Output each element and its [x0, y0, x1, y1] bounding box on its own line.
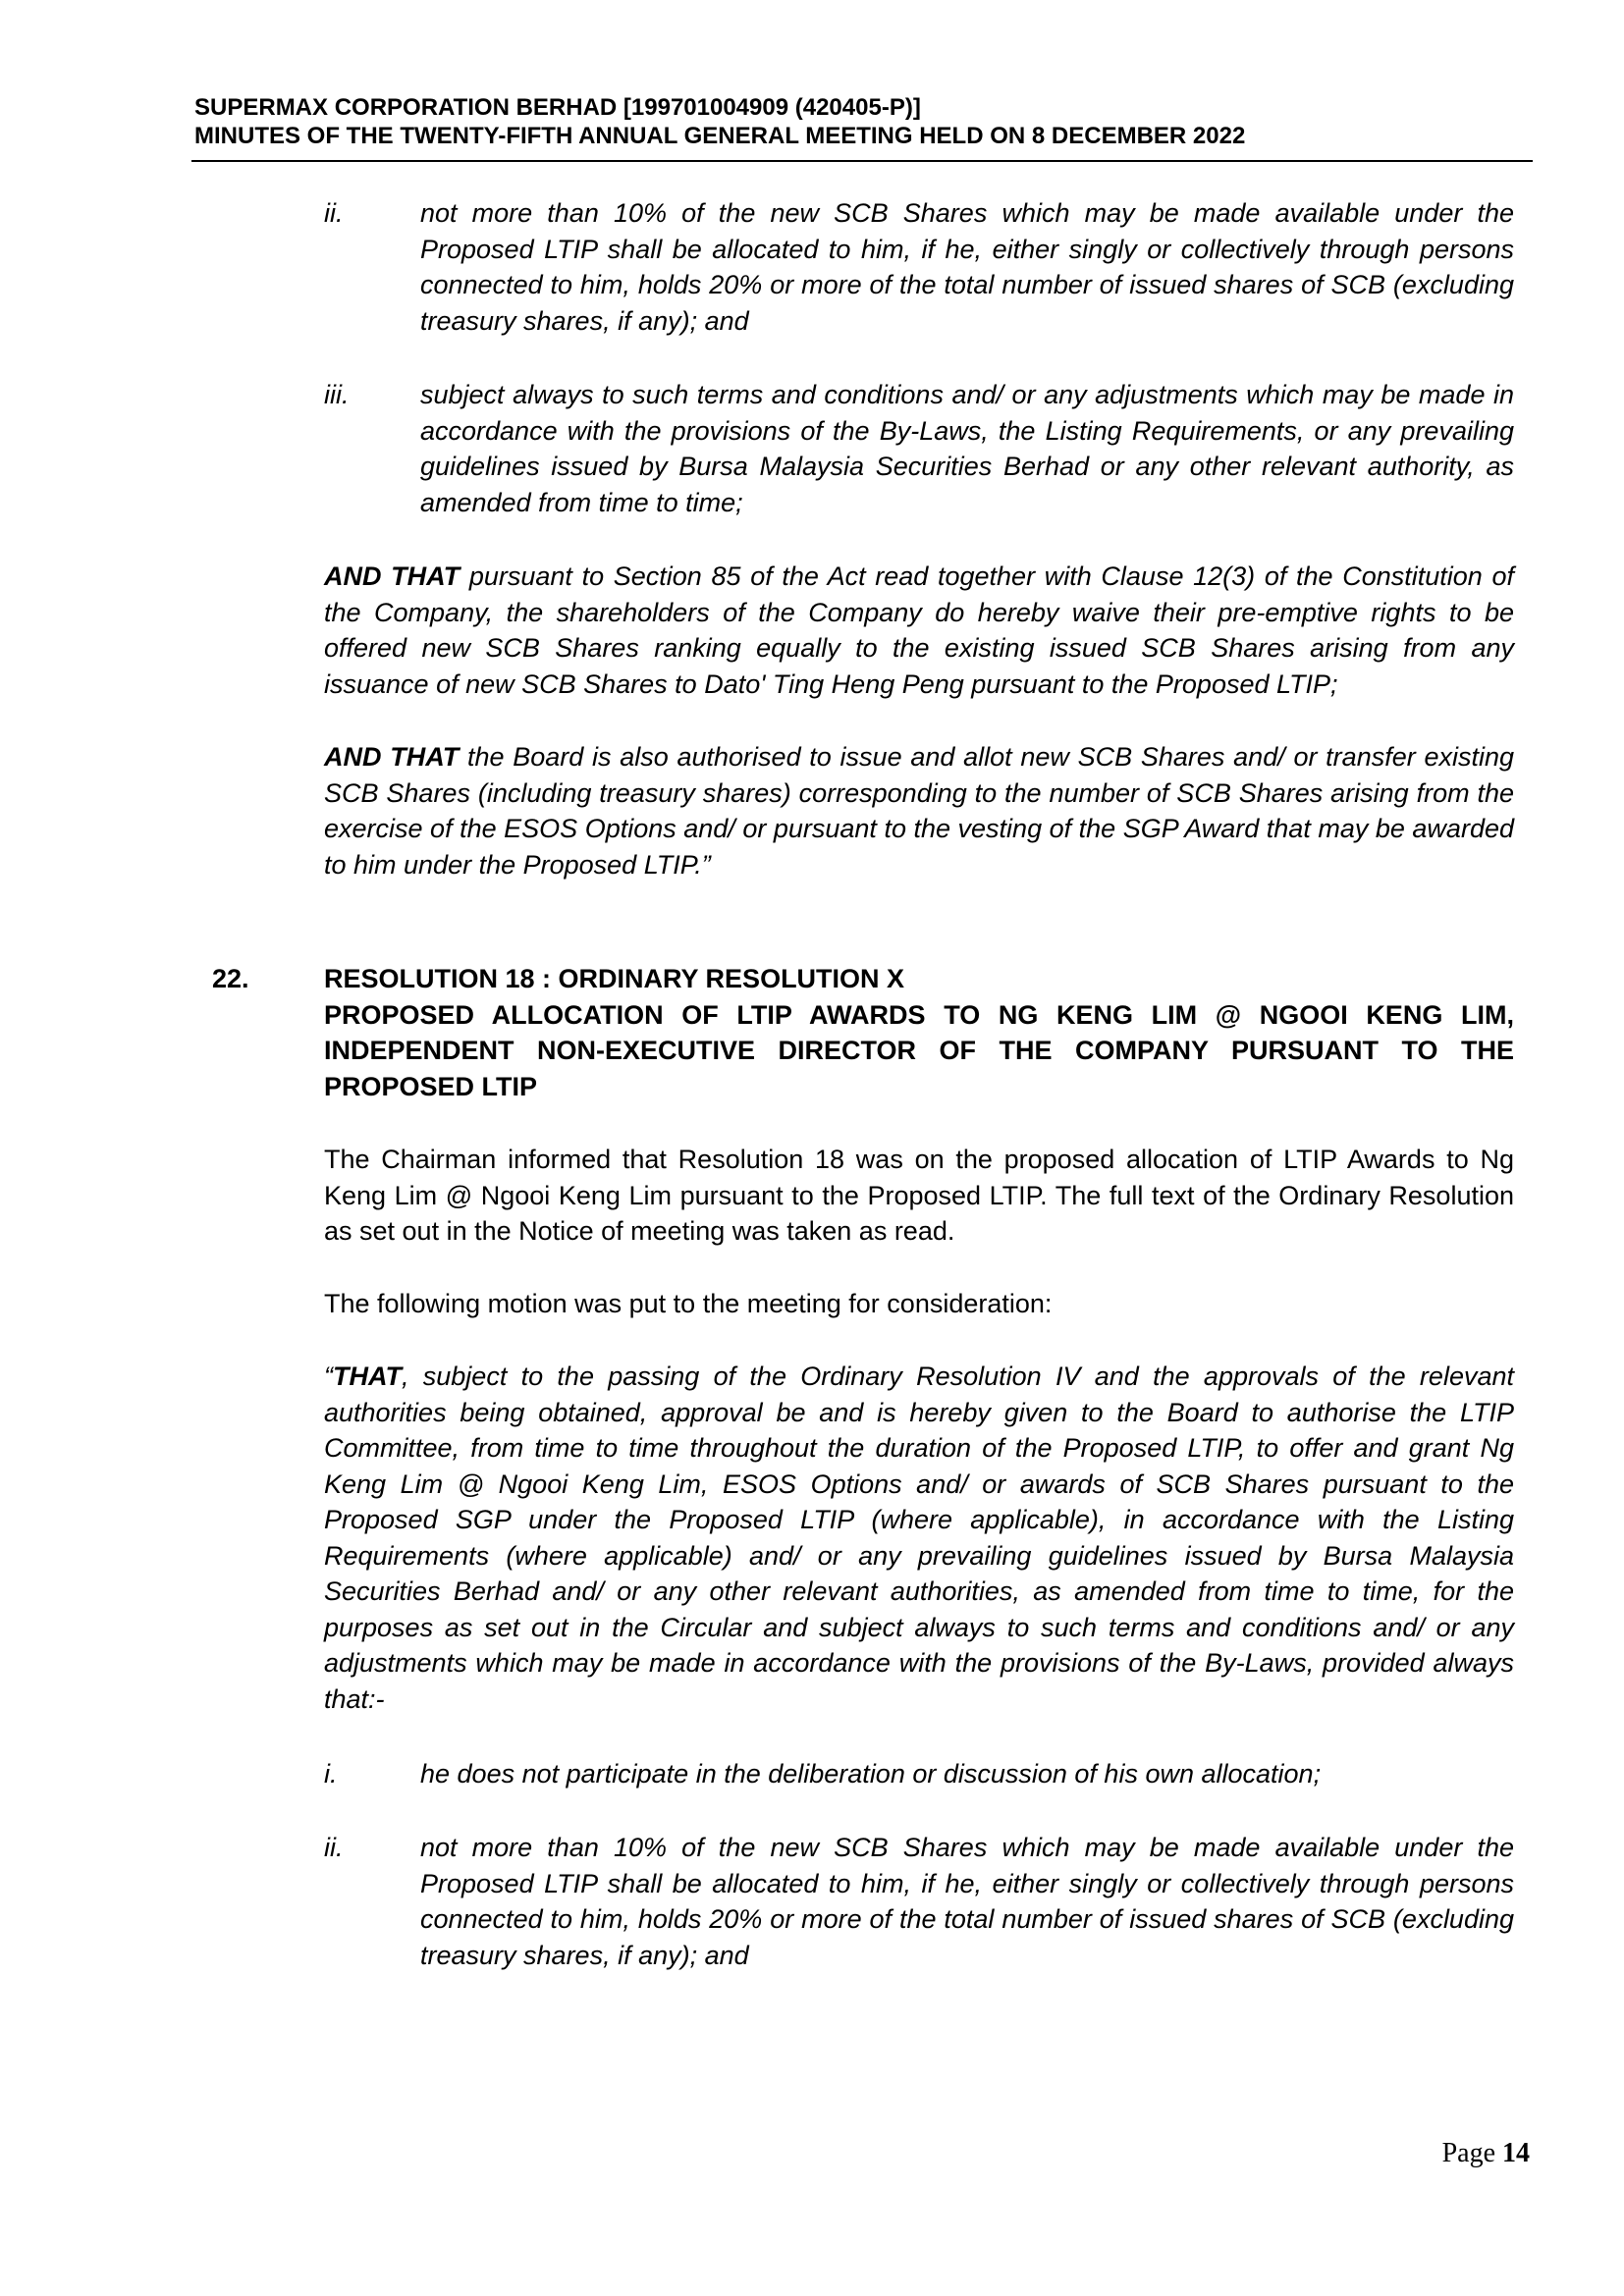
header-minutes-line: MINUTES OF THE TWENTY-FIFTH ANNUAL GENERAL MEETING HELD ON 8 DECEMBER 2022 [194, 123, 1246, 149]
motion-text-paragraph [324, 1359, 1514, 1717]
header-company-line: SUPERMAX CORPORATION BERHAD [199701004909 (420405-P)] [194, 94, 921, 121]
section-title [324, 961, 1514, 1104]
list-item [324, 1756, 1514, 1792]
page-label: Page [1441, 2138, 1495, 2168]
section-title-resolution: RESOLUTION 18 : ORDINARY RESOLUTION X [324, 964, 905, 993]
page-number: 14 [1502, 2138, 1530, 2168]
page-footer [1442, 2138, 1530, 2169]
and-that-paragraph-waiver [324, 559, 1514, 702]
list-item [324, 377, 1514, 520]
list-item-text: not more than 10% of the new SCB Shares which may be made available under the Proposed LTIP shall be allocated to him, if he, either singly or collectively through persons connected to him, holds 20% or more of the total number of issued shares of SCB (excluding treasury shares, if any); and [420, 198, 1514, 336]
quote-mark: “ [324, 1362, 333, 1391]
list-item-text: he does not participate in the deliberation or discussion of his own allocation; [420, 1759, 1322, 1789]
motion-lead: THAT [333, 1362, 402, 1391]
motion-body: , subject to the passing of the Ordinary Resolution IV and the approvals of the relevant authorities being obtained, approval be and is hereby given to the Board to authorise the LTIP Committee, from time to time throughout the duration of the Proposed LTIP, to offer and grant Ng Keng Lim @ Ngooi Keng Lim, ESOS Options and/ or awards of SCB Shares pursuant to the Proposed SGP under the Proposed LTIP (where applicable), in accordance with the Listing Requirements (where applicable) and/ or any prevailing guidelines issued by Bursa Malaysia Securities Berhad and/ or any other relevant authorities, as amended from time to time, for the purposes as set out in the Circular and subject always to such terms and conditions and/ or any adjustments which may be made in accordance with the provisions of the By-Laws, provided always that:- [324, 1362, 1514, 1714]
and-that-text: the Board is also authorised to issue and allot new SCB Shares and/ or transfer existing SCB Shares (including treasury shares) corresponding to the number of SCB Shares arising from the exercise of the ESOS Options and/ or pursuant to the vesting of the SGP Award that may be awarded to him under the Proposed LTIP.” [324, 742, 1514, 880]
list-item-text: subject always to such terms and conditions and/ or any adjustments which may be made in accordance with the provisions of the By-Laws, the Listing Requirements, or any prevailing guidelines issued by Bursa Malaysia Securities Berhad or any other relevant authority, as amended from time to time; [420, 380, 1514, 517]
list-item-text: not more than 10% of the new SCB Shares which may be made available under the Proposed LTIP shall be allocated to him, if he, either singly or collectively through persons connected to him, holds 20% or more of the total number of issued shares of SCB (excluding treasury shares, if any); and [420, 1833, 1514, 1970]
and-that-lead: AND THAT [324, 742, 460, 772]
list-item-number: iii. [324, 380, 350, 409]
motion-intro-paragraph: The following motion was put to the meeting for consideration: [324, 1289, 1053, 1318]
section-title-proposal: PROPOSED ALLOCATION OF LTIP AWARDS TO NG KENG LIM @ NGOOI KENG LIM, INDEPENDENT NON-EXECUTIVE DIRECTOR OF THE COMPANY PURSUANT TO THE PROPOSED LTIP [324, 999, 1514, 1101]
list-item-number: ii. [324, 198, 344, 228]
and-that-text: pursuant to Section 85 of the Act read together with Clause 12(3) of the Constitution of the Company, the shareholders of the Company do hereby waive their pre-emptive rights to be offered new SCB Shares ranking equally to the existing issued SCB Shares arising from any issuance of new SCB Shares to Dato' Ting Heng Peng pursuant to the Proposed LTIP; [324, 561, 1514, 699]
section-intro-paragraph: The Chairman informed that Resolution 18 was on the proposed allocation of LTIP Awards to Ng Keng Lim @ Ngooi Keng Lim pursuant to the Proposed LTIP. The full text of the Ordinary Resolution as set out in the Notice of meeting was taken as read. [324, 1145, 1514, 1246]
section-number: 22. [212, 964, 249, 993]
list-item-number: i. [324, 1759, 338, 1789]
header-divider [191, 160, 1533, 162]
document-header [194, 93, 1532, 150]
list-item-number: ii. [324, 1833, 344, 1862]
and-that-paragraph-issue [324, 739, 1514, 882]
list-item [324, 1830, 1514, 1973]
list-item [324, 195, 1514, 339]
and-that-lead: AND THAT [324, 561, 460, 591]
